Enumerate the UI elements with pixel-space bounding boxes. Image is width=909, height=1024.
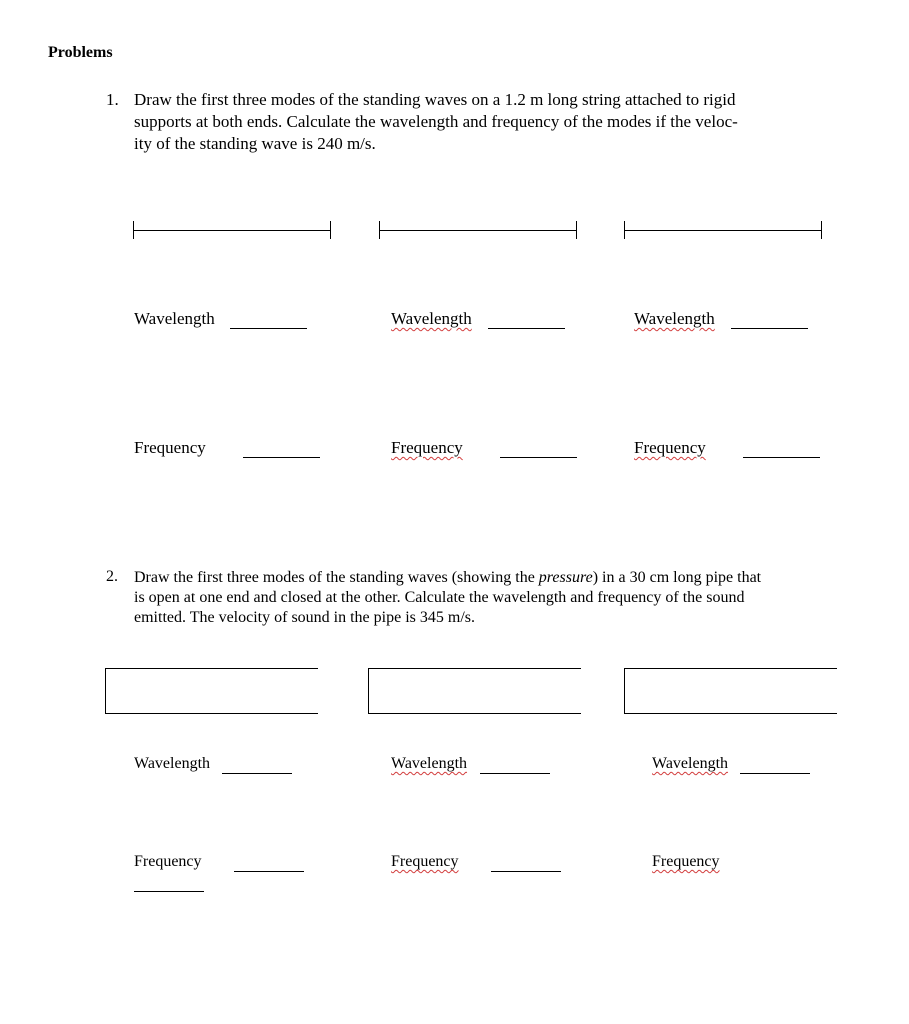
wavelength-label-3: Wavelength	[634, 309, 715, 328]
wavelength-blank-2[interactable]	[488, 328, 565, 329]
problem-2-line1-before: Draw the first three modes of the standing waves (showing the	[134, 569, 539, 586]
wavelength-label-2: Wavelength	[391, 309, 472, 328]
frequency-label-2: Frequency	[391, 438, 463, 457]
pipe-wavelength-label-1: Wavelength	[134, 755, 211, 772]
problem-2-line: emitted. The velocity of sound in the pipe is 345 m/s.	[134, 609, 475, 626]
problem-1-line: supports at both ends. Calculate the wavelength and frequency of the modes if the veloc-	[134, 112, 738, 131]
string-support-right	[576, 221, 577, 239]
problem-1-number: 1.	[106, 90, 119, 109]
frequency-label-1: Frequency	[134, 438, 206, 457]
pipe-frequency-label-1: Frequency	[134, 853, 202, 870]
wavelength-blank-1[interactable]	[230, 328, 307, 329]
wavelength-blank-3[interactable]	[731, 328, 808, 329]
problem-2-emphasis: pressure	[538, 569, 593, 586]
pipe-wavelength-label-2: Wavelength	[391, 755, 468, 772]
pipe-frequency-label-3: Frequency	[652, 853, 720, 870]
problem-2-text	[134, 568, 834, 628]
string-line	[379, 230, 576, 231]
pipe-walls	[105, 668, 318, 714]
problem-1-line: ity of the standing wave is 240 m/s.	[134, 134, 376, 153]
pipe-frequency-blank-2[interactable]	[491, 871, 561, 872]
pipe-wavelength-label-3: Wavelength	[652, 755, 729, 772]
pipe-wavelength-blank-3[interactable]	[740, 773, 810, 774]
string-support-right	[821, 221, 822, 239]
frequency-blank-3[interactable]	[743, 457, 820, 458]
pipe-frequency-blank-1[interactable]	[234, 871, 304, 872]
problem-2-number: 2.	[106, 568, 118, 585]
frequency-label-3: Frequency	[634, 438, 706, 457]
pipe-walls	[368, 668, 581, 714]
string-line	[624, 230, 821, 231]
string-support-right	[330, 221, 331, 239]
pipe-walls	[624, 668, 837, 714]
problem-2-line1-after: ) in a 30 cm long pipe that	[592, 569, 762, 586]
pipe-frequency-blank-1b[interactable]	[134, 891, 204, 892]
pipe-wavelength-blank-2[interactable]	[480, 773, 550, 774]
string-line	[133, 230, 330, 231]
section-heading: Problems	[48, 44, 113, 61]
pipe-wavelength-blank-1[interactable]	[222, 773, 292, 774]
pipe-frequency-label-2: Frequency	[391, 853, 459, 870]
problem-1-line: Draw the first three modes of the standing waves on a 1.2 m long string attached to rigid	[134, 90, 736, 109]
problem-2-line	[134, 568, 834, 588]
frequency-blank-2[interactable]	[500, 457, 577, 458]
frequency-blank-1[interactable]	[243, 457, 320, 458]
problem-1-text	[134, 89, 814, 155]
problem-2-line: is open at one end and closed at the other. Calculate the wavelength and frequency of the sound	[134, 589, 745, 606]
wavelength-label-1: Wavelength	[134, 309, 215, 328]
